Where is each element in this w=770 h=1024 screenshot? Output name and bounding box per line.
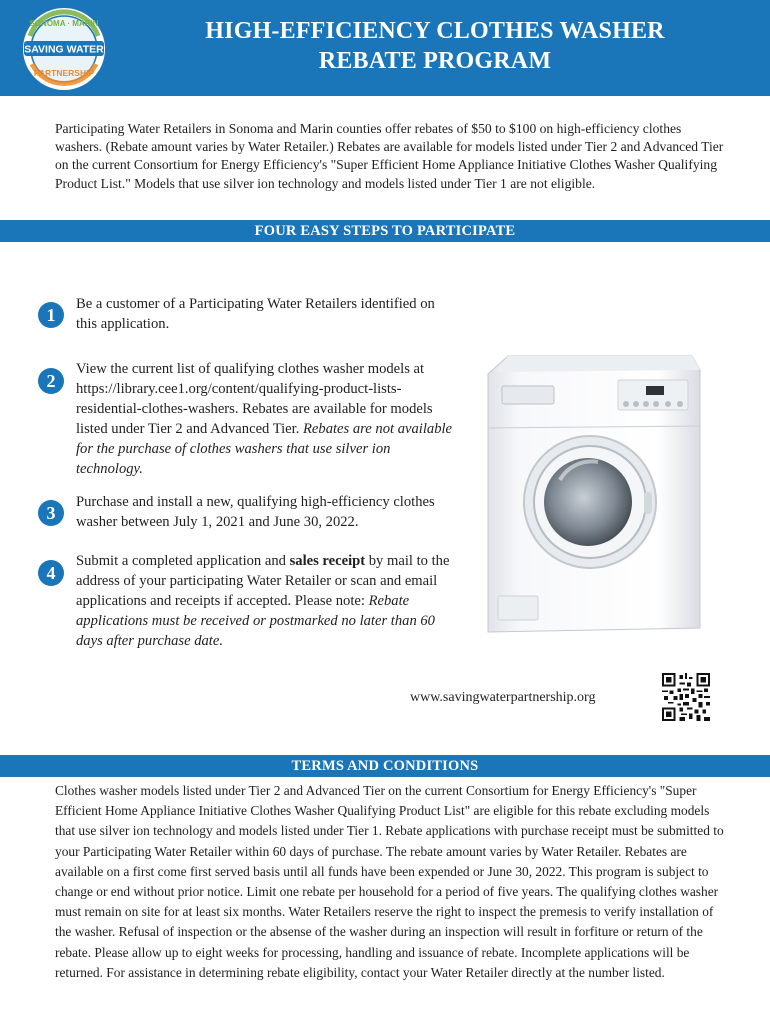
step-text-bold: sales receipt bbox=[289, 553, 366, 569]
step-text bbox=[76, 551, 456, 651]
step-number-badge: 3 bbox=[38, 500, 64, 526]
steps-heading: FOUR EASY STEPS TO PARTICIPATE bbox=[0, 220, 770, 242]
website-link[interactable]: www.savingwaterpartnership.org bbox=[410, 690, 596, 705]
terms-paragraph: Clothes washer models listed under Tier 2 and Advanced Tier on the current Consortium for Energy Efficiency's "Super Efficient Home Appliance Initiative Clothes Washer Qualifying Product List" are eligible for this rebate excluding models that use silver ion technology and models listed under Tier 1. Rebate applications with purchase receipt must be submitted to your Participating Water Retailer within 60 days of purchase. The rebate amount varies by Water Retailer. Rebates are available on a first come first served basis until all funds have been expended or June 30, 2022. This program is subject to change or end without prior notice. Limit one rebate per household for a period of five years. The qualifying clothes washer must remain on site for at least six months. Water Retailers reserve the right to inspect the premesis to verify installation of the washer. Refusal of inspection or the absense of the washer during an inspection will result in forfiture or return of the rebate. Please allow up to eight weeks for processing, handling and issuance of rebate. Incomplete applications will be returned. For assistance in determining rebate eligibility, contact your Water Retailer directly at the number listed. bbox=[55, 783, 724, 980]
title-line-1: HIGH-EFFICIENCY CLOTHES WASHER bbox=[205, 18, 665, 44]
page-title bbox=[120, 16, 750, 76]
intro-paragraph: Participating Water Retailers in Sonoma and Marin counties offer rebates of $50 to $100 on high-efficiency clothes washers. (Rebate amount varies by Water Retailer.) Rebates are available for models listed under Tier 2 and Advanced Tier on the current Consortium for Energy Efficiency's "Super Efficient Home Appliance Initiative Clothes Washer Qualifying Product List." Models that use silver ion technology and models listed under Tier 1 are not eligible. bbox=[55, 121, 724, 191]
step-text bbox=[76, 359, 456, 479]
step-number-badge: 1 bbox=[38, 302, 64, 328]
washing-machine-image bbox=[478, 350, 708, 638]
step-text-main: View the current list of qualifying clothes washer models at https://library.cee1.org/content/qualifying-product-lists-residential-clothes-washers. Rebates are available for models listed under Tier 2 and Advanced Tier. bbox=[76, 361, 433, 437]
qr-code bbox=[662, 673, 710, 721]
title-line-2: REBATE PROGRAM bbox=[318, 48, 552, 74]
logo-text-top: SONOMA · MARIN bbox=[29, 19, 99, 28]
terms-heading: TERMS AND CONDITIONS bbox=[0, 755, 770, 777]
logo-text-center: SAVING WATER bbox=[24, 43, 104, 56]
step-text-before: Submit a completed application and bbox=[76, 553, 290, 569]
logo-text-bottom: PARTNERSHIP bbox=[33, 68, 95, 78]
step-text-italic: Rebate applications must be received or postmarked no later than 60 days after purchase date. bbox=[76, 593, 435, 649]
step-number-badge: 4 bbox=[38, 560, 64, 586]
step-number-badge: 2 bbox=[38, 368, 64, 394]
step-text-after: by mail to the address of your participating Water Retailer or scan and email applications and receipts if accepted. Please note: bbox=[76, 553, 450, 609]
header-banner bbox=[0, 0, 770, 96]
step-text: Be a customer of a Participating Water Retailers identified on this application. bbox=[76, 296, 435, 332]
step-text: Purchase and install a new, qualifying high-efficiency clothes washer between July 1, 2021 and June 30, 2022. bbox=[76, 494, 435, 530]
step-text-italic: Rebates are not available for the purchase of clothes washers that use silver ion technology. bbox=[76, 421, 453, 477]
saving-water-partnership-logo bbox=[18, 6, 110, 92]
